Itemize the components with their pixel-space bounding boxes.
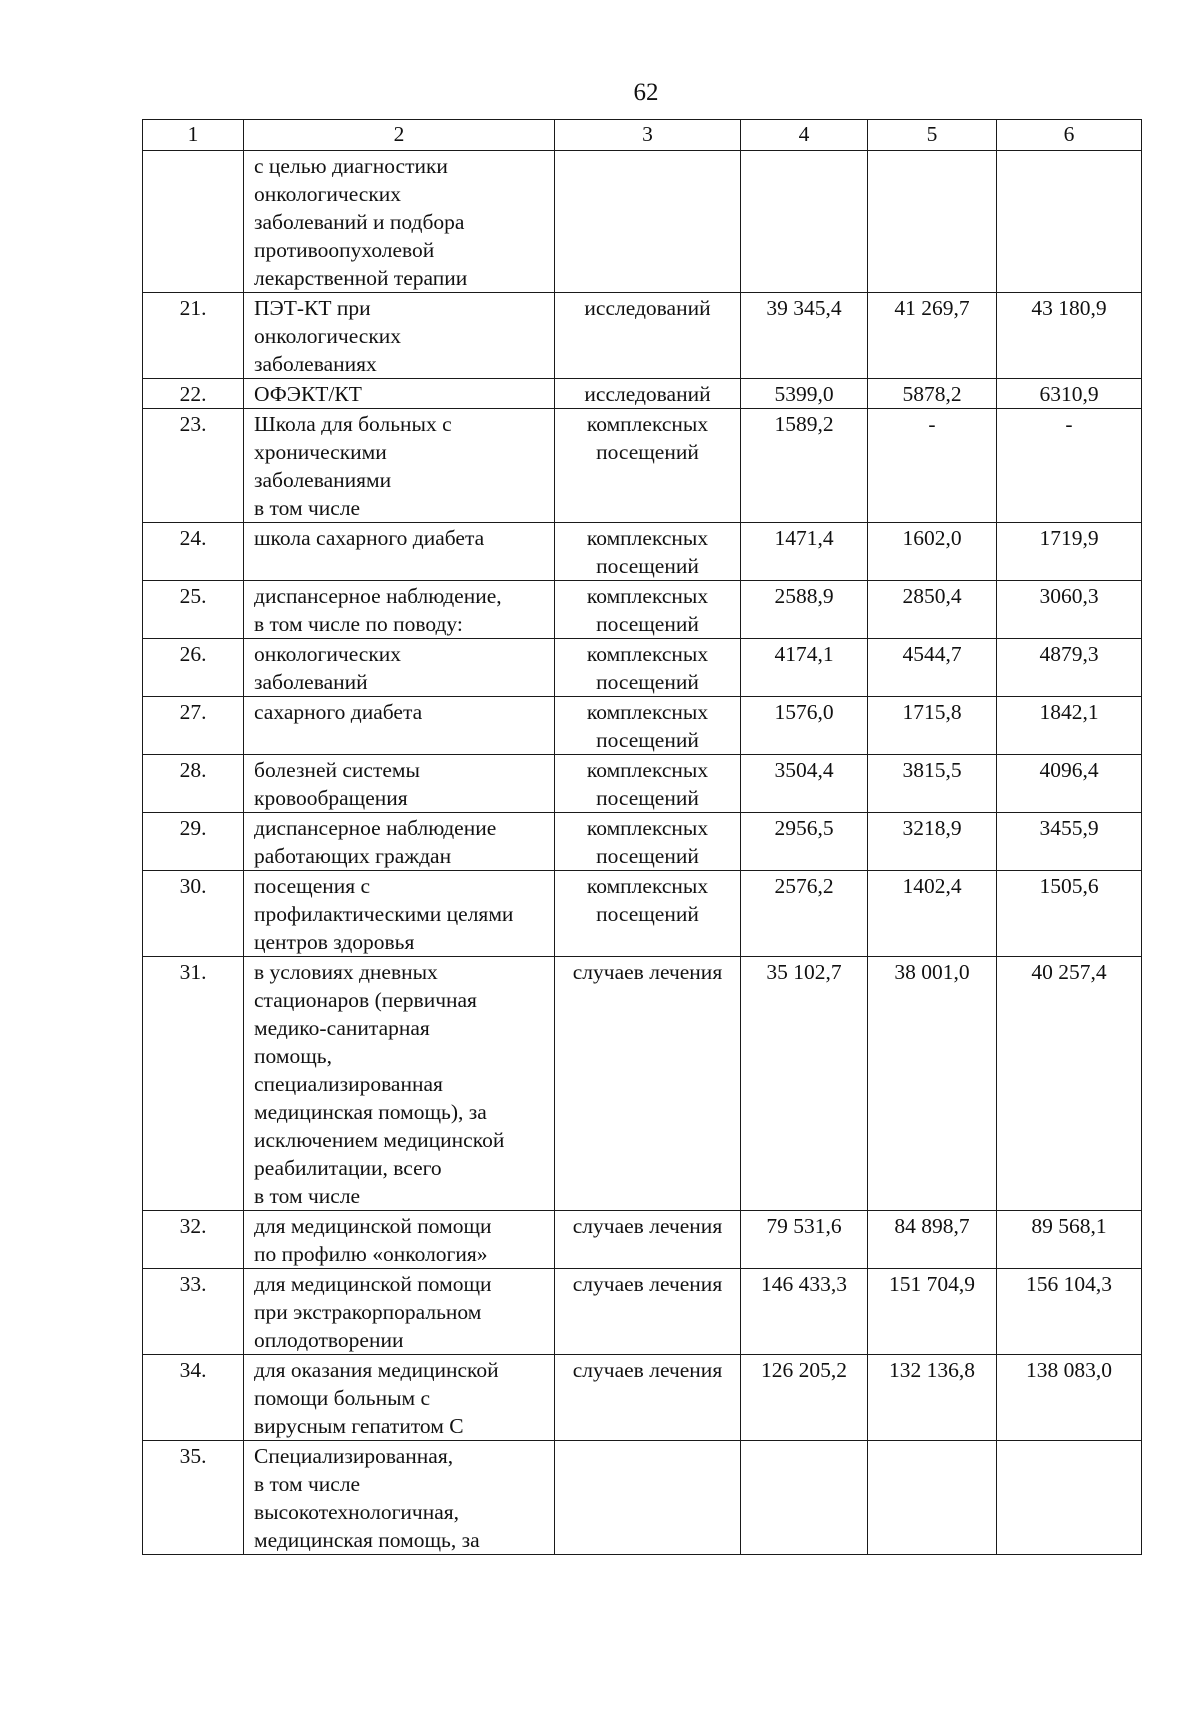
table-row (143, 1269, 1142, 1355)
indicator-name-line: диспансерное наблюдение, (254, 584, 502, 608)
value-v4: 126 205,2 (741, 1355, 868, 1441)
value-v4: 2956,5 (741, 813, 868, 871)
indicator-name (244, 957, 555, 1211)
row-number: 32. (143, 1211, 244, 1269)
value-v5: 151 704,9 (868, 1269, 997, 1355)
row-number: 27. (143, 697, 244, 755)
indicator-name-line: для медицинской помощи (254, 1214, 492, 1238)
indicator-name-line: школа сахарного диабета (254, 526, 485, 550)
row-number (143, 151, 244, 293)
indicator-name-line: для медицинской помощи (254, 1272, 492, 1296)
indicator-name-line: в том числе (254, 1472, 361, 1496)
table-row (143, 1211, 1142, 1269)
unit-of-measure: случаев лечения (555, 957, 741, 1211)
indicator-name-line: оплодотворении (254, 1328, 404, 1352)
value-v6: 6310,9 (997, 379, 1142, 409)
value-v6: 1505,6 (997, 871, 1142, 957)
value-v5: 41 269,7 (868, 293, 997, 379)
table-row (143, 409, 1142, 523)
indicator-name-line: вирусным гепатитом С (254, 1414, 464, 1438)
indicator-name-line: в условиях дневных (254, 960, 438, 984)
indicator-name-line: с целью диагностики (254, 154, 448, 178)
indicator-name (244, 581, 555, 639)
indicator-name (244, 1355, 555, 1441)
table-row (143, 1441, 1142, 1555)
table-row (143, 755, 1142, 813)
indicator-name-line: ПЭТ-КТ при (254, 296, 371, 320)
value-v4: 1576,0 (741, 697, 868, 755)
column-header: 3 (555, 120, 741, 151)
indicator-name-line: в том числе (254, 496, 361, 520)
indicator-name-line: Школа для больных с (254, 412, 452, 436)
indicator-name-line: Специализированная, (254, 1444, 454, 1468)
indicator-name-line: специализированная (254, 1072, 443, 1096)
value-v6: 4879,3 (997, 639, 1142, 697)
column-header: 6 (997, 120, 1142, 151)
value-v6: 156 104,3 (997, 1269, 1142, 1355)
table-row (143, 813, 1142, 871)
value-v4 (741, 151, 868, 293)
value-v4: 79 531,6 (741, 1211, 868, 1269)
value-v6: 3060,3 (997, 581, 1142, 639)
indicator-name-line: помощь, (254, 1044, 332, 1068)
indicator-name (244, 1211, 555, 1269)
value-v4 (741, 1441, 868, 1555)
indicator-name (244, 813, 555, 871)
unit-of-measure: комплексных посещений (555, 697, 741, 755)
value-v5: 1715,8 (868, 697, 997, 755)
indicator-name-line: помощи больным с (254, 1386, 431, 1410)
value-v6: 89 568,1 (997, 1211, 1142, 1269)
table-body (143, 120, 1142, 1555)
row-number: 30. (143, 871, 244, 957)
data-table (142, 119, 1142, 1555)
value-v4: 35 102,7 (741, 957, 868, 1211)
unit-of-measure: исследований (555, 379, 741, 409)
indicator-name-line: заболеваниях (254, 352, 377, 376)
indicator-name-line: заболеваний и подбора (254, 210, 465, 234)
unit-of-measure: комплексных посещений (555, 871, 741, 957)
indicator-name-line: посещения с (254, 874, 371, 898)
indicator-name-line: заболеваниями (254, 468, 392, 492)
indicator-name (244, 871, 555, 957)
column-header: 5 (868, 120, 997, 151)
indicator-name-line: в том числе (254, 1184, 361, 1208)
indicator-name-line: работающих граждан (254, 844, 452, 868)
value-v4: 2576,2 (741, 871, 868, 957)
row-number: 23. (143, 409, 244, 523)
value-v5: 38 001,0 (868, 957, 997, 1211)
table-row (143, 957, 1142, 1211)
row-number: 24. (143, 523, 244, 581)
row-number: 28. (143, 755, 244, 813)
indicator-name-line: медицинская помощь, за (254, 1528, 480, 1552)
row-number: 33. (143, 1269, 244, 1355)
value-v5 (868, 1441, 997, 1555)
value-v6: - (997, 409, 1142, 523)
indicator-name (244, 1441, 555, 1555)
value-v5: 1402,4 (868, 871, 997, 957)
unit-of-measure (555, 151, 741, 293)
value-v5: 3218,9 (868, 813, 997, 871)
table-row (143, 523, 1142, 581)
value-v5: 2850,4 (868, 581, 997, 639)
column-header-row (143, 120, 1142, 151)
unit-of-measure: комплексных посещений (555, 813, 741, 871)
unit-of-measure: комплексных посещений (555, 581, 741, 639)
table-row (143, 379, 1142, 409)
row-number: 26. (143, 639, 244, 697)
table-row (143, 1355, 1142, 1441)
column-header: 4 (741, 120, 868, 151)
indicator-name-line: при экстракорпоральном (254, 1300, 482, 1324)
indicator-name (244, 523, 555, 581)
value-v5: 84 898,7 (868, 1211, 997, 1269)
row-number: 29. (143, 813, 244, 871)
indicator-name-line: болезней системы (254, 758, 420, 782)
unit-of-measure: комплексных посещений (555, 409, 741, 523)
value-v6: 1842,1 (997, 697, 1142, 755)
indicator-name-line: сахарного диабета (254, 700, 423, 724)
value-v4: 2588,9 (741, 581, 868, 639)
table-row (143, 639, 1142, 697)
indicator-name-line: кровообращения (254, 786, 408, 810)
indicator-name-line: высокотехнологичная, (254, 1500, 460, 1524)
indicator-name-line: ОФЭКТ/КТ (254, 382, 362, 406)
indicator-name-line: онкологических (254, 182, 402, 206)
value-v4: 5399,0 (741, 379, 868, 409)
table-row (143, 293, 1142, 379)
indicator-name-line: заболеваний (254, 670, 368, 694)
indicator-name-line: для оказания медицинской (254, 1358, 499, 1382)
value-v6: 1719,9 (997, 523, 1142, 581)
indicator-name-line: медико-санитарная (254, 1016, 430, 1040)
indicator-name (244, 379, 555, 409)
indicator-name (244, 293, 555, 379)
unit-of-measure: комплексных посещений (555, 639, 741, 697)
indicator-name (244, 697, 555, 755)
indicator-name (244, 1269, 555, 1355)
page-number: 62 (633, 79, 659, 106)
indicator-name-line: центров здоровья (254, 930, 415, 954)
indicator-name (244, 755, 555, 813)
table-row (143, 697, 1142, 755)
row-number: 34. (143, 1355, 244, 1441)
value-v5: 5878,2 (868, 379, 997, 409)
indicator-name-line: онкологических (254, 324, 402, 348)
indicator-name-line: лекарственной терапии (254, 266, 468, 290)
value-v6: 3455,9 (997, 813, 1142, 871)
indicator-name-line: по профилю «онкология» (254, 1242, 488, 1266)
value-v5: 4544,7 (868, 639, 997, 697)
indicator-name-line: исключением медицинской (254, 1128, 505, 1152)
unit-of-measure: случаев лечения (555, 1269, 741, 1355)
indicator-name-line: хроническими (254, 440, 387, 464)
indicator-name (244, 151, 555, 293)
value-v6: 43 180,9 (997, 293, 1142, 379)
value-v6: 4096,4 (997, 755, 1142, 813)
value-v6 (997, 151, 1142, 293)
unit-of-measure: комплексных посещений (555, 523, 741, 581)
column-header: 1 (143, 120, 244, 151)
indicator-name-line: профилактическими целями (254, 902, 514, 926)
unit-of-measure: комплексных посещений (555, 755, 741, 813)
value-v4: 4174,1 (741, 639, 868, 697)
row-number: 21. (143, 293, 244, 379)
indicator-name-line: диспансерное наблюдение (254, 816, 497, 840)
unit-of-measure: исследований (555, 293, 741, 379)
indicator-name-line: в том числе по поводу: (254, 612, 463, 636)
row-number: 31. (143, 957, 244, 1211)
indicator-name-line: реабилитации, всего (254, 1156, 442, 1180)
value-v4: 3504,4 (741, 755, 868, 813)
row-number: 25. (143, 581, 244, 639)
table-row (143, 151, 1142, 293)
table-row (143, 871, 1142, 957)
table-row (143, 581, 1142, 639)
column-header: 2 (244, 120, 555, 151)
indicator-name-line: медицинская помощь), за (254, 1100, 487, 1124)
indicator-name (244, 409, 555, 523)
value-v6 (997, 1441, 1142, 1555)
value-v5 (868, 151, 997, 293)
value-v4: 1471,4 (741, 523, 868, 581)
value-v4: 1589,2 (741, 409, 868, 523)
value-v6: 138 083,0 (997, 1355, 1142, 1441)
value-v5: - (868, 409, 997, 523)
value-v5: 132 136,8 (868, 1355, 997, 1441)
indicator-name-line: стационаров (первичная (254, 988, 477, 1012)
indicator-name (244, 639, 555, 697)
unit-of-measure: случаев лечения (555, 1355, 741, 1441)
value-v5: 1602,0 (868, 523, 997, 581)
indicator-name-line: онкологических (254, 642, 402, 666)
value-v5: 3815,5 (868, 755, 997, 813)
unit-of-measure (555, 1441, 741, 1555)
indicator-name-line: противоопухолевой (254, 238, 435, 262)
value-v4: 39 345,4 (741, 293, 868, 379)
row-number: 35. (143, 1441, 244, 1555)
value-v6: 40 257,4 (997, 957, 1142, 1211)
value-v4: 146 433,3 (741, 1269, 868, 1355)
row-number: 22. (143, 379, 244, 409)
unit-of-measure: случаев лечения (555, 1211, 741, 1269)
